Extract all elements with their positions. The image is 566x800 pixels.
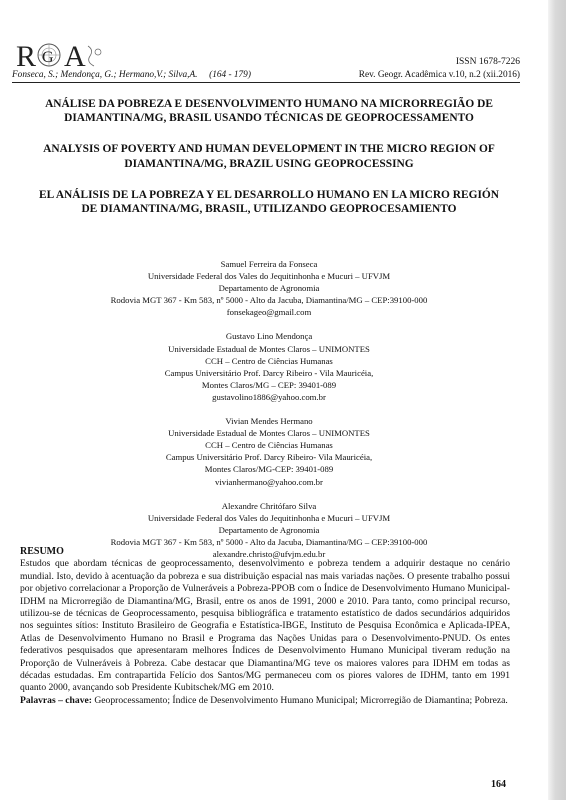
author-list	[30, 258, 508, 572]
page-number: 164	[491, 779, 506, 790]
keywords-list: Geoprocessamento; Índice de Desenvolvimento Humano Municipal; Microrregião de Diamantina; Pobreza.	[94, 694, 508, 706]
author-institution: Universidade Federal dos Vales do Jequitinhonha e Mucuri – UFVJM	[147, 512, 391, 523]
running-authors: Fonseca, S.; Mendonça, G.; Hermano,V.; Silva,A.	[12, 70, 198, 80]
svg-text:G: G	[42, 49, 54, 66]
abstract-heading: RESUMO	[20, 546, 64, 557]
journal-logo	[14, 38, 114, 72]
author-department: Departamento de Agronomia	[218, 283, 320, 294]
author-address: Rodovia MGT 367 - Km 583, nº 5000 - Alto da Jacuba, Diamantina/MG – CEP:39100-000	[110, 295, 428, 306]
author-block	[30, 415, 508, 488]
author-name: Alexandre Chritófaro Silva	[221, 500, 317, 511]
author-department: CCH – Centro de Ciências Humanas	[205, 440, 333, 451]
author-department: CCH – Centro de Ciências Humanas	[205, 355, 333, 366]
author-address: Campus Universitário Prof. Darcy Ribeiro - Vila Mauricéia,	[164, 367, 374, 378]
svg-text:R: R	[16, 40, 37, 72]
author-city: Montes Claros/MG – CEP: 39401-089	[201, 379, 337, 390]
keywords-label: Palavras – chave:	[20, 694, 92, 706]
author-address: Campus Universitário Prof. Darcy Ribeiro- Vila Mauricéia,	[165, 452, 373, 463]
running-header	[12, 70, 520, 83]
author-name: Samuel Ferreira da Fonseca	[220, 259, 318, 269]
author-email: alexandre.christo@ufvjm.edu.br	[212, 548, 326, 559]
author-email: gustavolino1886@yahoo.com.br	[212, 391, 326, 402]
titles	[30, 97, 508, 233]
author-department: Departamento de Agronomia	[218, 524, 320, 535]
author-institution: Universidade Federal dos Vales do Jequitinhonha e Mucuri – UFVJM	[147, 271, 391, 282]
abstract-body: Estudos que abordam técnicas de geoprocessamento, desenvolvimento e pobreza tendem a adquirir destaque no cenário mundial. Isto, devido à acentuação da pobreza e sua distribuição espacial nas mais variadas nações. O presente trabalho possui por objetivo correlacionar a Proporção de Vulneráveis a Pobreza-PPOB com o Índice de Desenvolvimento Humano Municipal-IDHM na Microrregião de Diamantina/MG, Brasil, entre os anos de 1991, 2000 e 2010. Para tanto, como principal recurso, utilizou-se de técnicas de Geoprocessamento, pesquisa bibliográfica e tratamento estatístico de dados secundários adquiridos nos seguintes sítios: Instituto Brasileiro de Geografia e Estatística-IBGE, Instituto de Pesquisa Econômica e Aplicada-IPEA, Atlas de Desenvolvimento Humano no Brasil e Programa das Nações Unidas para o Desenvolvimento-PNUD. Os entes federativos pesquisados que apresentaram melhores Índices de Desenvolvimento Humano Municipal tiveram redução na Proporção de Vulneráveis à Pobreza. Cabe destacar que Diamantina/MG teve os maiores valores para IDHM em todas as décadas estudadas. Em contrapartida Felício dos Santos/MG permaneceu com os piores valores de IDHM, tanto em 1991 quanto 2000, avançando sob Presidente Kubitschek/MG em 2010.	[20, 558, 510, 694]
author-institution: Universidade Estadual de Montes Claros – UNIMONTES	[168, 343, 370, 354]
author-email: vivianhermano@yahoo.com.br	[215, 476, 323, 487]
author-block	[30, 330, 508, 403]
author-name: Gustavo Lino Mendonça	[225, 331, 313, 342]
title-portuguese: ANÁLISE DA POBREZA E DESENVOLVIMENTO HUMANO NA MICRORREGIÃO DE DIAMANTINA/MG, BRASIL USANDO TÉCNICAS DE GEOPROCESSAMENTO	[45, 98, 493, 125]
title-english: ANALYSIS OF POVERTY AND HUMAN DEVELOPMENT IN THE MICRO REGION OF DIAMANTINA/MG, BRAZIL USING GEOPROCESSING	[43, 143, 495, 170]
page-edge-shadow	[548, 0, 566, 800]
author-address: Rodovia MGT 367 - Km 583, nº 5000 - Alto da Jacuba, Diamantina/MG – CEP:39100-000	[110, 536, 428, 547]
running-pages: (164 - 179)	[209, 70, 251, 80]
issn: ISSN 1678-7226	[455, 57, 520, 67]
keywords	[20, 695, 510, 707]
author-city: Montes Claros/MG-CEP: 39401-089	[204, 464, 334, 475]
title-spanish: EL ANÁLISIS DE LA POBREZA Y EL DESARROLLO HUMANO EN LA MICRO REGIÓN DE DIAMANTINA/MG, BRASIL, UTILIZANDO GEOPROCESAMIENTO	[39, 188, 499, 216]
author-block	[30, 258, 508, 318]
journal-reference: Rev. Geogr. Acadêmica v.10, n.2 (xii.2016)	[358, 70, 520, 80]
running-header-left	[12, 70, 251, 80]
svg-text:A: A	[64, 40, 86, 72]
abstract	[20, 546, 510, 707]
author-name: Vivian Mendes Hermano	[225, 416, 313, 427]
author-email: fonsekageo@gmail.com	[226, 307, 312, 318]
author-institution: Universidade Estadual de Montes Claros – UNIMONTES	[168, 428, 370, 439]
